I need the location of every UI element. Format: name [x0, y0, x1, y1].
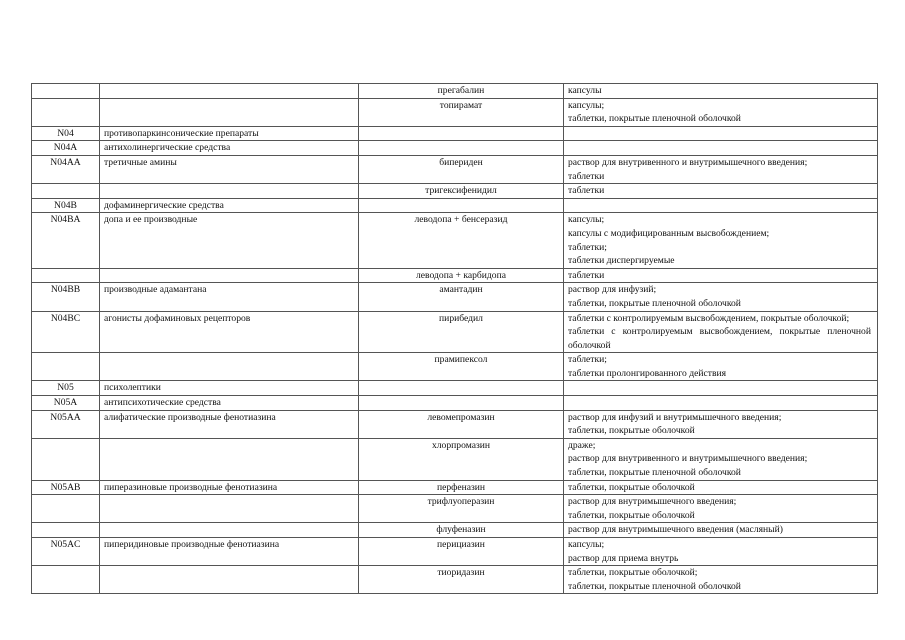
drug-name-cell — [359, 198, 564, 213]
dosage-form-cell — [564, 396, 878, 411]
pharmacological-group-cell — [100, 353, 359, 381]
pharmacological-group-cell — [100, 523, 359, 538]
pharmacological-group-cell — [100, 98, 359, 126]
table-row — [32, 268, 878, 283]
drug-name-cell: трифлуоперазин — [359, 495, 564, 523]
atc-code-cell: N05A — [32, 396, 100, 411]
dosage-form-cell — [564, 523, 878, 538]
dosage-form-line: таблетки; — [568, 354, 607, 366]
table-row — [32, 566, 878, 594]
pharmacological-group-cell — [100, 268, 359, 283]
dosage-form-line: капсулы; — [568, 214, 605, 226]
table-row — [32, 155, 878, 183]
dosage-form-cell — [564, 410, 878, 438]
pharmacological-group-cell: пиперазиновые производные фенотиазина — [100, 480, 359, 495]
pharmacological-group-cell: производные адамантана — [100, 283, 359, 311]
dosage-form-line: таблетки, покрытые пленочной оболочкой — [568, 113, 741, 125]
drug-table-body — [32, 84, 878, 594]
atc-code-cell — [32, 268, 100, 283]
dosage-form-line: раствор для приема внутрь — [568, 552, 679, 564]
dosage-form-cell — [564, 283, 878, 311]
atc-code-cell — [32, 184, 100, 199]
table-row — [32, 283, 878, 311]
dosage-form-line: капсулы — [568, 85, 602, 96]
table-row — [32, 84, 878, 99]
dosage-form-line: таблетки — [568, 269, 605, 281]
atc-code-cell: N04BC — [32, 311, 100, 353]
dosage-form-cell — [564, 311, 878, 353]
pharmacological-group-cell: дофаминергические средства — [100, 198, 359, 213]
atc-code-cell: N04 — [32, 126, 100, 141]
dosage-form-line: раствор для внутримышечного введения; — [568, 496, 737, 508]
pharmacological-group-cell: антихолинергические средства — [100, 141, 359, 156]
dosage-form-line: таблетки пролонгированного действия — [568, 367, 727, 379]
dosage-form-line: таблетки, покрытые оболочкой — [568, 425, 695, 437]
dosage-form-line: таблетки, покрытые оболочкой — [568, 509, 695, 521]
table-row — [32, 213, 878, 268]
dosage-form-cell — [564, 184, 878, 199]
dosage-form-line: таблетки, покрытые пленочной оболочкой — [568, 467, 741, 479]
drug-name-cell: леводопа + карбидопа — [359, 268, 564, 283]
drug-table — [31, 83, 878, 594]
pharmacological-group-cell — [100, 84, 359, 99]
drug-name-cell: амантадин — [359, 283, 564, 311]
atc-code-cell: N04B — [32, 198, 100, 213]
table-row — [32, 184, 878, 199]
dosage-form-line: таблетки; — [568, 241, 607, 253]
dosage-form-line: таблетки, покрытые пленочной оболочкой — [568, 580, 741, 592]
pharmacological-group-cell: пиперидиновые производные фенотиазина — [100, 538, 359, 566]
atc-code-cell: N05AC — [32, 538, 100, 566]
dosage-form-cell — [564, 98, 878, 126]
dosage-form-line: драже; — [568, 439, 596, 451]
dosage-form-line: капсулы; — [568, 99, 605, 111]
dosage-form-line: таблетки — [568, 170, 605, 182]
pharmacological-group-cell: алифатические производные фенотиазина — [100, 410, 359, 438]
dosage-form-line: капсулы с модифицированным высвобождением; — [568, 227, 770, 239]
atc-code-cell: N04BA — [32, 213, 100, 268]
table-row — [32, 438, 878, 480]
drug-name-cell: тригексифенидил — [359, 184, 564, 199]
dosage-form-cell — [564, 126, 878, 141]
dosage-form-cell — [564, 353, 878, 381]
dosage-form-line: таблетки диспергируемые — [568, 255, 675, 267]
atc-code-cell: N05 — [32, 381, 100, 396]
atc-code-cell — [32, 566, 100, 594]
dosage-form-line: раствор для инфузий; — [568, 284, 657, 296]
dosage-form-cell — [564, 438, 878, 480]
dosage-form-cell — [564, 198, 878, 213]
pharmacological-group-cell: антипсихотические средства — [100, 396, 359, 411]
atc-code-cell — [32, 353, 100, 381]
pharmacological-group-cell: допа и ее производные — [100, 213, 359, 268]
pharmacological-group-cell — [100, 495, 359, 523]
dosage-form-cell — [564, 84, 878, 99]
table-row — [32, 198, 878, 213]
dosage-form-line: капсулы; — [568, 539, 605, 550]
pharmacological-group-cell — [100, 566, 359, 594]
table-row — [32, 410, 878, 438]
drug-name-cell: перициазин — [359, 538, 564, 566]
dosage-form-cell — [564, 381, 878, 396]
drug-name-cell: леводопа + бенсеразид — [359, 213, 564, 268]
drug-name-cell: прамипексол — [359, 353, 564, 381]
table-row — [32, 480, 878, 495]
atc-code-cell — [32, 523, 100, 538]
drug-name-cell: тиоридазин — [359, 566, 564, 594]
atc-code-cell — [32, 98, 100, 126]
dosage-form-cell — [564, 213, 878, 268]
table-row — [32, 141, 878, 156]
dosage-form-cell — [564, 538, 878, 566]
atc-code-cell: N04A — [32, 141, 100, 156]
atc-code-cell: N05AA — [32, 410, 100, 438]
dosage-form-line: раствор для внутримышечного введения (масляный) — [568, 524, 783, 536]
pharmacological-group-cell: противопаркинсонические препараты — [100, 126, 359, 141]
atc-code-cell — [32, 438, 100, 480]
pharmacological-group-cell: психолептики — [100, 381, 359, 396]
dosage-form-cell — [564, 480, 878, 495]
drug-name-cell — [359, 381, 564, 396]
dosage-form-line: раствор для инфузий и внутримышечного введения; — [568, 411, 782, 423]
drug-name-cell — [359, 126, 564, 141]
drug-name-cell — [359, 396, 564, 411]
drug-name-cell: пирибедил — [359, 311, 564, 353]
drug-name-cell: перфеназин — [359, 480, 564, 495]
atc-code-cell: N04BB — [32, 283, 100, 311]
dosage-form-line: таблетки с контролируемым высвобождением, покрытые пленочной оболочкой — [568, 326, 871, 351]
dosage-form-line: раствор для внутривенного и внутримышечного введения; — [568, 156, 808, 168]
dosage-form-line: таблетки — [568, 185, 605, 197]
pharmacological-group-cell — [100, 184, 359, 199]
pharmacological-group-cell: третичные амины — [100, 155, 359, 183]
pharmacological-group-cell — [100, 438, 359, 480]
dosage-form-line: таблетки, покрытые оболочкой — [568, 481, 695, 493]
table-row — [32, 396, 878, 411]
atc-code-cell: N04AA — [32, 155, 100, 183]
table-row — [32, 311, 878, 353]
table-row — [32, 523, 878, 538]
pharmacological-group-cell: агонисты дофаминовых рецепторов — [100, 311, 359, 353]
drug-name-cell: хлорпромазин — [359, 438, 564, 480]
table-row — [32, 126, 878, 141]
atc-code-cell — [32, 495, 100, 523]
table-row — [32, 98, 878, 126]
drug-name-cell — [359, 141, 564, 156]
dosage-form-cell — [564, 268, 878, 283]
drug-list-document — [31, 83, 878, 594]
dosage-form-cell — [564, 141, 878, 156]
dosage-form-line: раствор для внутривенного и внутримышечного введения; — [568, 453, 808, 465]
drug-name-cell: бипериден — [359, 155, 564, 183]
table-row — [32, 495, 878, 523]
dosage-form-cell — [564, 155, 878, 183]
dosage-form-line: таблетки, покрытые пленочной оболочкой — [568, 297, 741, 309]
drug-name-cell: левомепромазин — [359, 410, 564, 438]
drug-name-cell: флуфеназин — [359, 523, 564, 538]
atc-code-cell: N05AB — [32, 480, 100, 495]
drug-name-cell: прегабалин — [359, 84, 564, 99]
drug-name-cell: топирамат — [359, 98, 564, 126]
dosage-form-cell — [564, 495, 878, 523]
table-row — [32, 538, 878, 566]
table-row — [32, 381, 878, 396]
dosage-form-line: таблетки с контролируемым высвобождением, покрытые оболочкой; — [568, 312, 850, 324]
dosage-form-line: таблетки, покрытые оболочкой; — [568, 567, 698, 579]
dosage-form-cell — [564, 566, 878, 594]
table-row — [32, 353, 878, 381]
atc-code-cell — [32, 84, 100, 99]
